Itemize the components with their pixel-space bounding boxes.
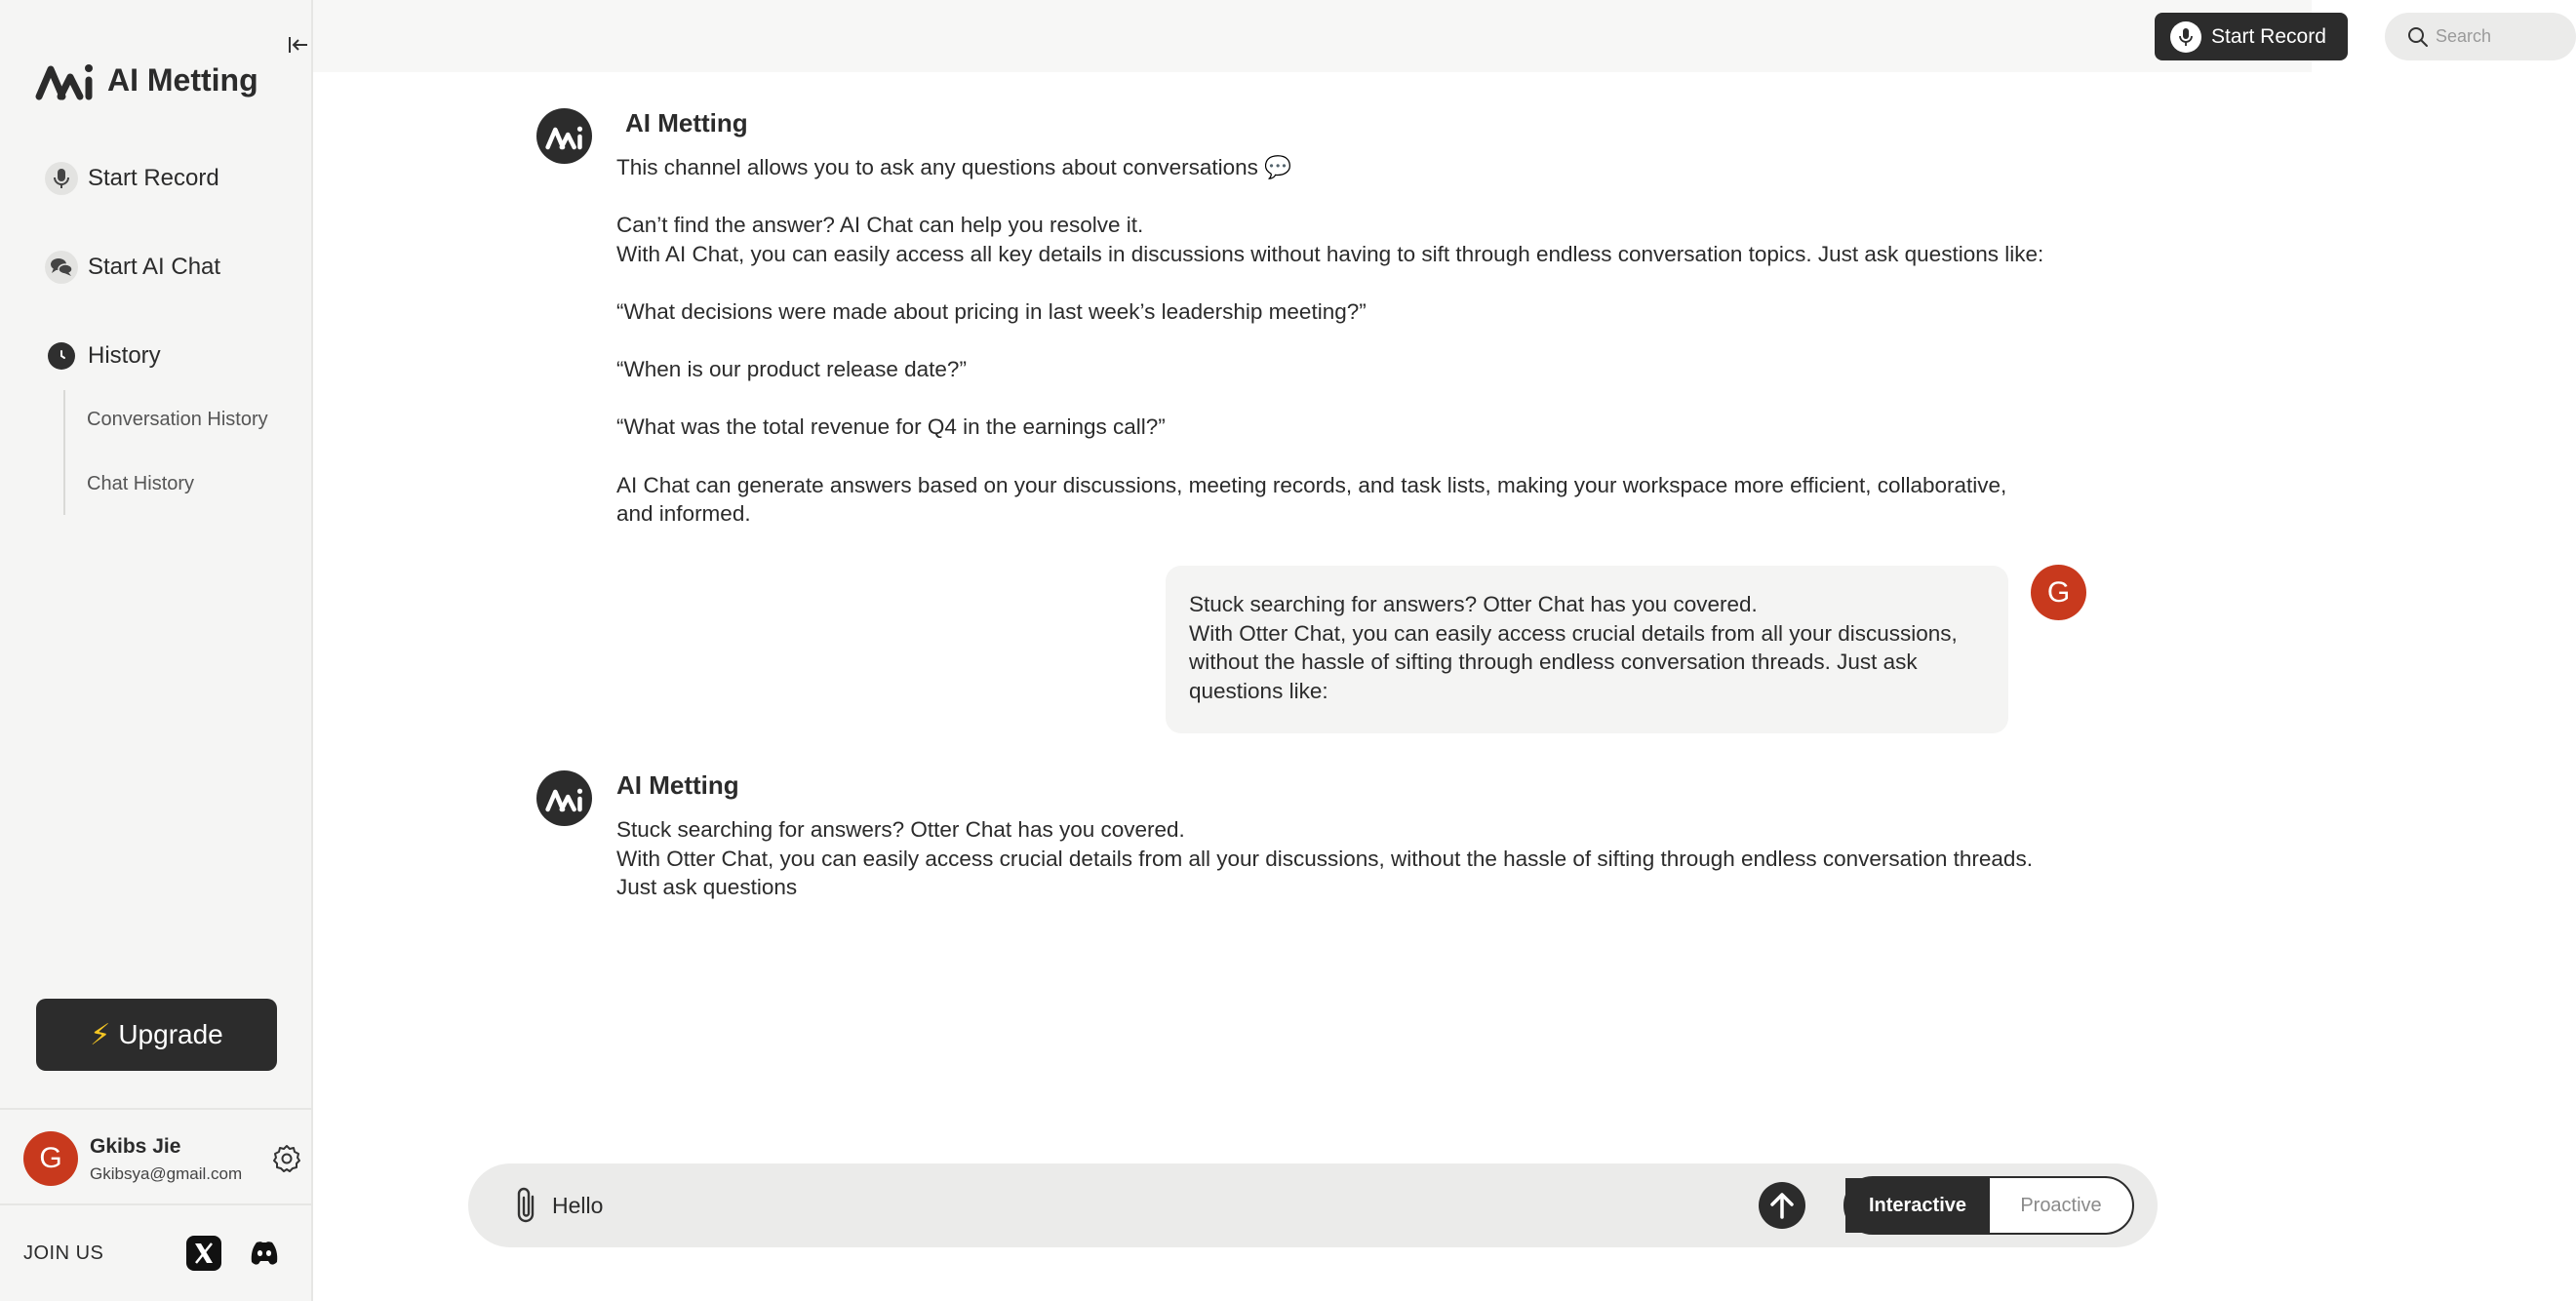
message-line: With AI Chat, you can easily access all key details in discussions without having to sift through endless conversation topics. Just ask questions like: <box>616 241 2044 266</box>
start-record-button[interactable] <box>2155 13 2348 60</box>
arrow-up-icon <box>1768 1191 1796 1220</box>
sidebar <box>0 0 313 1301</box>
message-composer <box>468 1163 2158 1247</box>
message-line: Just ask questions <box>616 875 798 900</box>
assistant-message <box>616 815 2033 902</box>
message-line: “When is our product release date?” <box>616 357 967 382</box>
message-input[interactable] <box>552 1185 1625 1226</box>
sidebar-item-start-record[interactable] <box>45 159 219 198</box>
upgrade-button[interactable] <box>36 999 277 1071</box>
upgrade-label: Upgrade <box>118 1019 223 1049</box>
message-line: With Otter Chat, you can easily access crucial details from all your discussions, <box>1189 620 1958 646</box>
search-input[interactable] <box>2436 26 2562 47</box>
start-record-label: Start Record <box>2211 24 2326 48</box>
bot-avatar <box>536 108 592 164</box>
message-line: With Otter Chat, you can easily access crucial details from all your discussions, without the hassle of sifting through endless conversation threads. <box>616 846 2033 871</box>
app-name: AI Metting <box>107 61 258 98</box>
message-line: and informed. <box>616 501 751 527</box>
avatar: G <box>2031 565 2086 620</box>
collapse-sidebar-icon[interactable] <box>286 32 311 58</box>
message-line: Stuck searching for answers? Otter Chat has you covered. <box>1189 592 1758 616</box>
sidebar-item-history[interactable] <box>45 336 161 375</box>
chat-bubbles-icon <box>45 251 78 284</box>
history-submenu-rail <box>63 390 65 515</box>
assistant-message <box>616 153 2043 529</box>
message-sender: AI Metting <box>625 108 748 138</box>
sidebar-item-label: Start AI Chat <box>88 254 221 280</box>
message-line: Can’t find the answer? AI Chat can help you resolve it. <box>616 213 1144 238</box>
message-line: questions like: <box>1189 678 1328 703</box>
bot-avatar <box>536 770 592 826</box>
message-sender: AI Metting <box>616 770 739 800</box>
x-twitter-icon[interactable] <box>185 1235 222 1272</box>
microphone-icon <box>45 162 78 195</box>
message-line: This channel allows you to ask any questions about conversations 💬 <box>616 155 1292 179</box>
mode-proactive[interactable]: Proactive <box>2020 1194 2102 1216</box>
brand[interactable] <box>35 59 258 101</box>
search-box <box>2385 13 2576 60</box>
lightning-icon: ⚡ <box>90 1018 111 1051</box>
mode-toggle <box>1843 1176 2134 1235</box>
microphone-icon <box>2170 21 2201 53</box>
sidebar-item-label: History <box>88 342 161 369</box>
logo-icon <box>545 124 584 149</box>
sidebar-item-start-ai-chat[interactable] <box>45 248 220 287</box>
avatar[interactable]: G <box>23 1131 78 1186</box>
mode-interactive[interactable]: Interactive <box>1845 1178 1990 1233</box>
user-message <box>1166 566 2008 733</box>
discord-icon[interactable] <box>246 1235 283 1272</box>
search-icon <box>2406 25 2430 49</box>
clock-icon <box>48 342 75 370</box>
sidebar-item-conversation-history[interactable]: Conversation History <box>87 409 268 430</box>
user-profile <box>0 1108 311 1205</box>
logo-icon <box>545 786 584 811</box>
message-line: “What was the total revenue for Q4 in the earnings call?” <box>616 414 1166 440</box>
message-line: AI Chat can generate answers based on your discussions, meeting records, and task lists, making your workspace more efficient, collaborative, <box>616 472 2007 497</box>
message-line: Stuck searching for answers? Otter Chat has you covered. <box>616 817 1185 842</box>
join-us-label: JOIN US <box>23 1242 104 1264</box>
paperclip-icon[interactable] <box>507 1185 546 1226</box>
gear-icon[interactable] <box>271 1143 302 1174</box>
message-line: without the hassle of sifting through endless conversation threads. Just ask <box>1189 650 1918 675</box>
send-button[interactable] <box>1759 1182 1805 1229</box>
sidebar-item-chat-history[interactable]: Chat History <box>87 473 195 494</box>
top-bar <box>313 0 2326 72</box>
user-email: Gkibsya@gmail.com <box>90 1164 243 1183</box>
user-name: Gkibs Jie <box>90 1135 181 1158</box>
message-line: “What decisions were made about pricing in last week’s leadership meeting?” <box>616 298 1367 324</box>
sidebar-item-label: Start Record <box>88 165 219 191</box>
logo-icon <box>35 60 96 99</box>
